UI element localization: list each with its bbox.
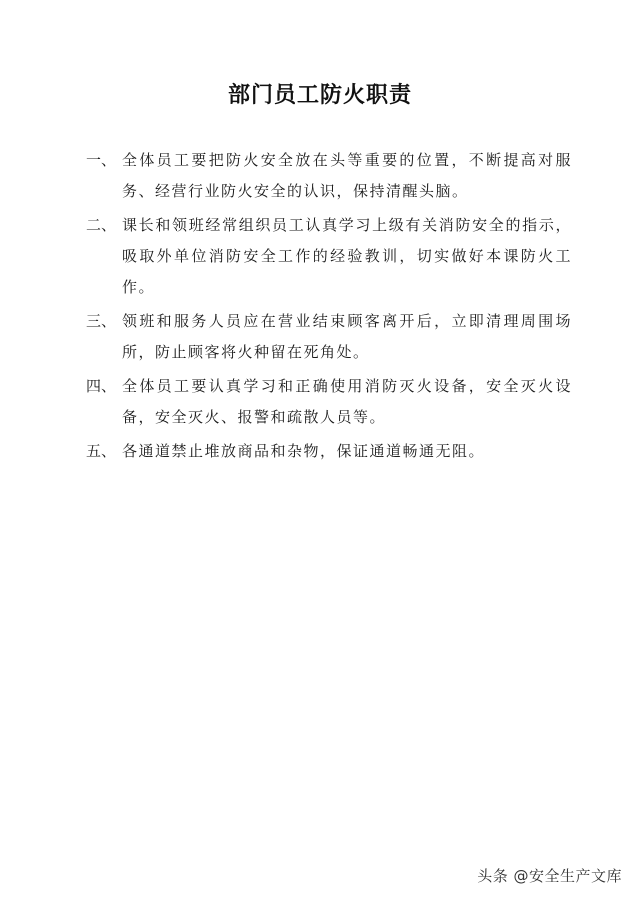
item-text: 课长和领班经常组织员工认真学习上级有关消防安全的指示，吸取外单位消防安全工作的经验教训，切实做好本课防火工作。 <box>122 216 572 296</box>
item-text: 领班和服务人员应在营业结束顾客离开后，立即清理周围场所，防止顾客将火种留在死角处。 <box>122 312 572 361</box>
list-item <box>86 371 572 433</box>
list-item <box>86 436 572 467</box>
list-item <box>86 210 572 303</box>
item-text: 各通道禁止堆放商品和杂物，保证通道畅通无阻。 <box>122 442 486 460</box>
watermark-label: 头条 @安全生产文库 <box>477 867 622 885</box>
item-number: 三、 <box>86 312 117 330</box>
list-item <box>86 145 572 207</box>
duty-list <box>86 145 572 470</box>
item-text: 全体员工要认真学习和正确使用消防灭火设备，安全灭火设备，安全灭火、报警和疏散人员等。 <box>122 377 572 426</box>
document-title: 部门员工防火职责 <box>227 83 412 108</box>
item-text: 全体员工要把防火安全放在头等重要的位置，不断提高对服务、经营行业防火安全的认识，保持清醒头脑。 <box>122 151 572 200</box>
item-number: 二、 <box>86 216 117 234</box>
item-number: 一、 <box>86 151 117 169</box>
list-item <box>86 306 572 368</box>
item-number: 四、 <box>86 377 117 395</box>
item-number: 五、 <box>86 442 117 460</box>
